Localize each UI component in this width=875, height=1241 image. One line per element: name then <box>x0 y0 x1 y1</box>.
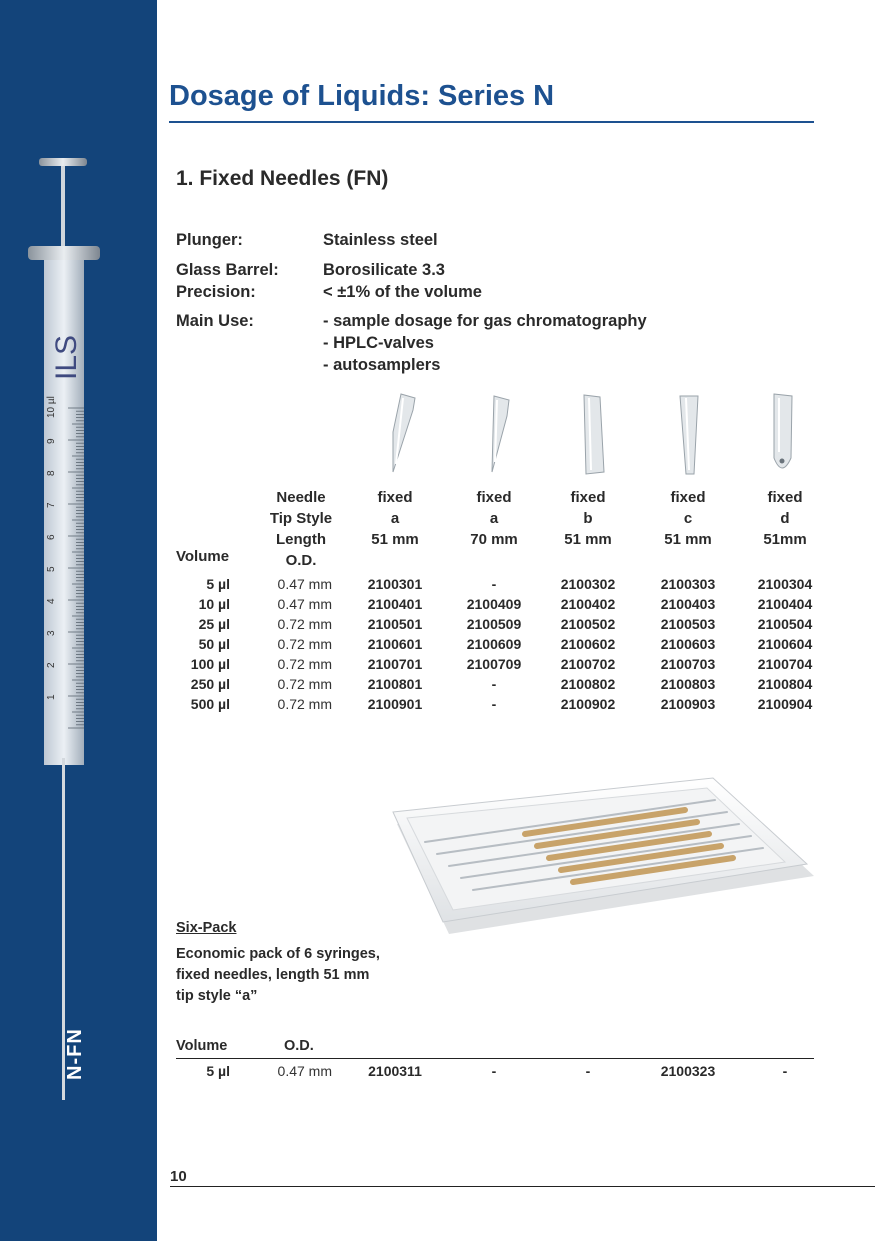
order-code-cell: 2100602 <box>560 636 616 652</box>
six-pack-code-cell: 2100323 <box>660 1063 716 1079</box>
six-pack-volume-cell: 5 µl <box>206 1063 230 1079</box>
section-title: 1. Fixed Needles (FN) <box>176 167 389 190</box>
syringe-scale-label: 6 <box>46 534 57 540</box>
spec-use-label: Main Use: <box>176 312 254 330</box>
order-code-cell: 2100401 <box>367 596 423 612</box>
six-pack-volume-header: Volume <box>176 1038 228 1054</box>
syringe-brand: ILS <box>50 334 83 380</box>
needle-tip-c-illustration <box>675 392 705 477</box>
od-cell: 0.72 mm <box>277 676 332 692</box>
od-cell: 0.72 mm <box>277 636 332 652</box>
order-code-cell: 2100304 <box>757 576 813 592</box>
order-code-cell: 2100901 <box>367 696 423 712</box>
spec-use-value-1: - sample dosage for gas chromatography <box>323 312 647 330</box>
order-code-cell: 2100603 <box>660 636 716 652</box>
order-code-cell: 2100409 <box>466 596 522 612</box>
column-header: fixed d 51mm <box>763 489 807 548</box>
six-pack-code-cell: 2100311 <box>368 1063 422 1079</box>
volume-cell: 10 µl <box>198 596 230 612</box>
six-pack-od-header: O.D. <box>284 1038 314 1054</box>
six-pack-divider <box>176 1058 814 1059</box>
syringe-unit: 10 µl <box>46 396 57 418</box>
spec-precision-value: < ±1% of the volume <box>323 283 482 301</box>
order-code-cell: 2100709 <box>466 656 522 672</box>
spec-plunger-value: Stainless steel <box>323 231 438 249</box>
needle-tip-d-illustration <box>768 392 798 477</box>
title-divider <box>169 121 814 123</box>
order-code-cell: - <box>491 576 497 592</box>
od-cell: 0.47 mm <box>277 576 332 592</box>
column-header: fixed a 70 mm <box>470 489 518 548</box>
order-code-cell: 2100701 <box>367 656 423 672</box>
order-code-cell: 2100404 <box>757 596 813 612</box>
order-code-cell: 2100902 <box>560 696 616 712</box>
od-cell: 0.47 mm <box>277 596 332 612</box>
six-pack-code-cell: - <box>491 1063 497 1079</box>
order-code-cell: 2100302 <box>560 576 616 592</box>
syringe-scale-label: 3 <box>46 630 57 636</box>
needle-row-header: Needle Tip Style Length O.D. <box>269 489 333 569</box>
order-code-cell: 2100704 <box>757 656 813 672</box>
six-pack-title: Six-Pack <box>176 920 237 936</box>
order-code-cell: 2100801 <box>367 676 423 692</box>
spec-use-value-2: - HPLC-valves <box>323 334 434 352</box>
order-code-cell: 2100904 <box>757 696 813 712</box>
od-cell: 0.72 mm <box>277 616 332 632</box>
page-number: 10 <box>170 1168 187 1185</box>
volume-cell: 50 µl <box>198 636 230 652</box>
sidebar <box>0 0 157 1241</box>
six-pack-description: Economic pack of 6 syringes, fixed needles, length 51 mm tip style “a” <box>176 946 380 1004</box>
order-code-cell: 2100502 <box>560 616 616 632</box>
order-code-cell: 2100604 <box>757 636 813 652</box>
volume-cell: 250 µl <box>190 676 230 692</box>
syringe-illustration <box>28 150 108 1100</box>
spec-precision-label: Precision: <box>176 283 256 301</box>
column-header: fixed a 51 mm <box>371 489 419 548</box>
order-code-cell: - <box>491 696 497 712</box>
spec-plunger-label: Plunger: <box>176 231 243 249</box>
syringe-scale-label: 8 <box>46 470 57 476</box>
spec-barrel-value: Borosilicate 3.3 <box>323 261 445 279</box>
order-code-cell: 2100503 <box>660 616 716 632</box>
six-pack-od-cell: 0.47 mm <box>277 1063 332 1079</box>
footer-divider <box>170 1186 875 1187</box>
page-title: Dosage of Liquids: Series N <box>169 80 555 112</box>
order-code-cell: 2100804 <box>757 676 813 692</box>
column-header: fixed b 51 mm <box>564 489 612 548</box>
syringe-scale-label: 1 <box>46 694 57 700</box>
order-code-cell: 2100501 <box>367 616 423 632</box>
volume-header: Volume <box>176 548 230 565</box>
six-pack-code-cell: - <box>585 1063 591 1079</box>
volume-cell: 500 µl <box>190 696 230 712</box>
od-cell: 0.72 mm <box>277 696 332 712</box>
volume-cell: 25 µl <box>198 616 230 632</box>
column-header: fixed c 51 mm <box>664 489 712 548</box>
order-code-cell: 2100703 <box>660 656 716 672</box>
spec-use-value-3: - autosamplers <box>323 356 441 374</box>
order-code-cell: 2100509 <box>466 616 522 632</box>
order-code-cell: 2100702 <box>560 656 616 672</box>
syringe-scale-label: 2 <box>46 662 57 668</box>
six-pack-code-cell: - <box>782 1063 788 1079</box>
order-code-cell: 2100903 <box>660 696 716 712</box>
order-code-cell: 2100601 <box>367 636 423 652</box>
order-code-cell: 2100609 <box>466 636 522 652</box>
order-code-cell: 2100803 <box>660 676 716 692</box>
section-code: N-FN <box>64 1028 86 1080</box>
order-code-cell: 2100802 <box>560 676 616 692</box>
syringe-scale-label: 9 <box>46 438 57 444</box>
order-code-cell: 2100402 <box>560 596 616 612</box>
volume-cell: 5 µl <box>206 576 230 592</box>
order-code-cell: 2100301 <box>367 576 423 592</box>
order-code-cell: 2100403 <box>660 596 716 612</box>
syringe-scale-label: 5 <box>46 566 57 572</box>
needle-tip-a-illustration <box>387 392 417 477</box>
needle-tip-b-illustration <box>578 392 608 477</box>
spec-barrel-label: Glass Barrel: <box>176 261 279 279</box>
order-code-cell: - <box>491 676 497 692</box>
syringe-scale-label: 4 <box>46 598 57 604</box>
six-pack-tray-illustration <box>385 770 815 935</box>
needle-tip-a-70-illustration <box>482 392 512 477</box>
order-code-cell: 2100303 <box>660 576 716 592</box>
order-code-cell: 2100504 <box>757 616 813 632</box>
syringe-scale-label: 7 <box>46 502 57 508</box>
od-cell: 0.72 mm <box>277 656 332 672</box>
volume-cell: 100 µl <box>190 656 230 672</box>
